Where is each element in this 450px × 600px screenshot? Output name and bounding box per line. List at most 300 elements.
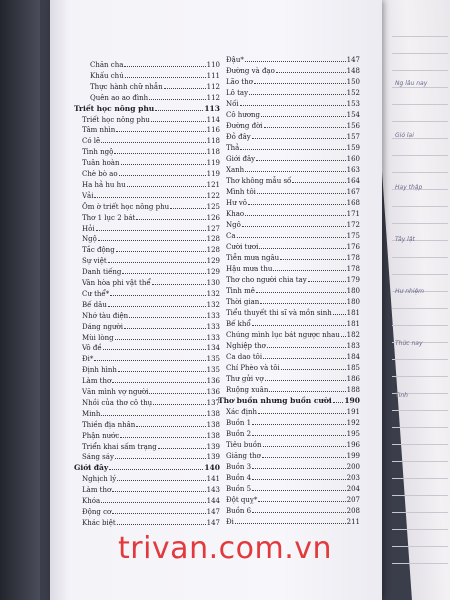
toc-entry-title: Làm thơ [82, 486, 112, 495]
toc-dot-leader [96, 224, 206, 231]
notebook-line [392, 496, 448, 513]
toc-entry-title: Sự việt [82, 257, 107, 266]
toc-entry-title: Tuân hoàn [82, 159, 120, 168]
notebook-line [392, 309, 448, 326]
toc-entry [82, 202, 220, 212]
toc-entry-title: Buồn 3 [226, 463, 252, 471]
toc-dot-leader [257, 187, 346, 194]
toc-entry-page: 188 [346, 386, 360, 394]
toc-entry [226, 220, 360, 230]
toc-entry-page: 181 [346, 320, 360, 328]
toc-entry [226, 319, 360, 329]
toc-entry-title: Chúng mình lục bát ngược nhau [226, 331, 340, 339]
toc-entry [82, 442, 220, 452]
toc-dot-leader [237, 231, 346, 238]
toc-entry-title: Khác biệt [82, 518, 116, 527]
toc-dot-leader [258, 495, 345, 502]
toc-dot-leader [121, 158, 206, 165]
toc-dot-leader [117, 518, 206, 525]
toc-entry-title: Vải [82, 191, 94, 200]
notebook-line [392, 360, 448, 377]
toc-entry-page: 175 [346, 232, 360, 240]
toc-entry [226, 330, 360, 340]
toc-entry [82, 256, 220, 266]
toc-entry [226, 429, 360, 439]
toc-entry-page: 140 [204, 463, 220, 473]
toc-entry [82, 300, 220, 310]
toc-dot-leader [259, 242, 345, 249]
toc-entry [226, 198, 360, 208]
toc-entry [226, 308, 360, 318]
toc-dot-leader [124, 60, 205, 67]
handwritten-note: Thức nay [395, 340, 423, 347]
toc-entry-page: 135 [206, 366, 220, 375]
toc-entry-page: 163 [346, 166, 360, 174]
toc-entry-page: 128 [206, 235, 220, 244]
toc-entry-page: 138 [206, 420, 220, 429]
toc-entry-title: Minh [82, 409, 101, 418]
toc-entry-title: Ha hả hu hu [82, 180, 126, 189]
toc-entry-title: Bế dâu [82, 300, 107, 309]
toc-entry [82, 354, 220, 364]
toc-dot-leader [267, 341, 346, 348]
toc-entry [226, 385, 360, 395]
toc-entry [218, 396, 360, 406]
notebook-line [392, 139, 448, 156]
toc-entry [90, 71, 220, 81]
toc-entry-page: 134 [206, 344, 220, 353]
toc-dot-leader [245, 209, 345, 216]
toc-dot-leader [240, 143, 345, 150]
toc-dot-leader [265, 374, 346, 381]
toc-dot-leader [252, 506, 346, 513]
toc-dot-leader [276, 66, 346, 73]
toc-entry-title: Lô tay [226, 89, 249, 97]
toc-entry [82, 180, 220, 190]
toc-entry-title: Đường đời [226, 122, 263, 130]
toc-entry-title: Văn mình vợ người [82, 388, 149, 396]
toc-entry-title: Thơ cho người chia tay [226, 276, 307, 284]
toc-dot-leader [252, 484, 346, 491]
toc-entry-title: Nhớ tàu điện [82, 311, 129, 320]
toc-entry-page: 185 [346, 364, 360, 372]
notebook-line [392, 190, 448, 207]
toc-dot-leader [164, 82, 206, 89]
toc-entry-title: Tiễn mưa ngâu [226, 254, 280, 262]
toc-entry [82, 224, 220, 234]
toc-entry-title: Làm thơ [82, 377, 112, 386]
toc-entry-page: 154 [346, 111, 360, 119]
toc-entry-title: Lão thơ [226, 78, 253, 86]
toc-dot-leader [262, 451, 346, 458]
toc-entry-page: 148 [346, 67, 360, 75]
toc-entry-page: 183 [346, 342, 360, 350]
notebook-line [392, 105, 448, 122]
toc-dot-leader [116, 245, 206, 252]
toc-entry [226, 154, 360, 164]
notebook-line [392, 207, 448, 224]
toc-entry [82, 507, 220, 517]
toc-entry-title: Nối [226, 100, 239, 108]
toc-entry-page: 121 [206, 180, 220, 189]
notebook-line [392, 513, 448, 530]
toc-entry [82, 431, 220, 441]
toc-entry-title: Cô hương [226, 111, 261, 119]
notebook-line [392, 411, 448, 428]
toc-entry-title: Cư thể* [82, 289, 110, 298]
toc-entry-title: Sáng sáy [82, 453, 114, 462]
toc-entry-title: Quên ao ao đình [90, 93, 149, 102]
toc-dot-leader [149, 93, 206, 100]
toc-entry-title: Triết học nông phu [74, 103, 155, 113]
toc-entry-page: 110 [206, 61, 220, 69]
toc-entry-page: 112 [206, 93, 220, 102]
toc-dot-leader [122, 267, 205, 274]
toc-entry-page: 118 [206, 148, 220, 157]
toc-entry-page: 196 [346, 441, 360, 449]
toc-entry [226, 231, 360, 241]
toc-dot-leader [108, 256, 206, 263]
toc-entry-title: Mùi lòng [82, 333, 114, 342]
toc-entry-title: Xanh [226, 166, 245, 174]
notebook-line [392, 241, 448, 258]
toc-entry-title: Bế khổ [226, 320, 251, 328]
toc-entry [226, 506, 360, 516]
toc-entry-page: 192 [346, 419, 360, 427]
toc-dot-leader [101, 136, 205, 143]
notebook-line [392, 20, 448, 37]
toc-entry-page: 195 [346, 430, 360, 438]
toc-dot-leader [94, 354, 205, 361]
toc-entry-page: 133 [206, 311, 220, 320]
toc-entry-page: 207 [346, 496, 360, 504]
toc-entry-title: Dáng người [82, 322, 123, 331]
toc-entry [82, 136, 220, 146]
toc-entry [226, 55, 360, 65]
toc-dot-leader [242, 220, 346, 227]
toc-dot-leader [114, 147, 205, 154]
toc-entry-page: 156 [346, 122, 360, 130]
toc-dot-leader [248, 198, 346, 205]
toc-entry-page: 141 [206, 475, 220, 484]
toc-entry-page: 136 [206, 377, 220, 386]
toc-dot-leader [264, 121, 346, 128]
toc-entry-title: Giới đây [226, 155, 256, 163]
notebook-line [392, 564, 448, 580]
toc-entry [226, 121, 360, 131]
toc-entry-title: Xác định [226, 408, 258, 416]
toc-entry [226, 352, 360, 362]
toc-entry [82, 398, 220, 408]
toc-dot-leader [280, 253, 345, 260]
toc-entry-title: Buồn 2 [226, 430, 252, 438]
toc-dot-leader [109, 463, 203, 470]
toc-entry-title: Thơ 1 lục 2 bát [82, 213, 136, 222]
toc-entry [82, 420, 220, 430]
toc-entry [226, 286, 360, 296]
toc-dot-leader [333, 396, 344, 403]
toc-entry-title: Khóa [82, 497, 101, 505]
toc-entry-title: Buồn 5 [226, 485, 252, 493]
toc-entry-page: 159 [346, 144, 360, 152]
toc-entry-title: Ruộng xuân [226, 386, 269, 394]
toc-entry-title: Đi [226, 518, 234, 526]
toc-entry [82, 191, 220, 201]
toc-entry-page: 178 [346, 265, 360, 273]
toc-dot-leader [151, 115, 206, 122]
toc-dot-leader [333, 308, 346, 315]
desk-background [0, 0, 40, 600]
toc-entry [226, 242, 360, 252]
toc-entry-title: Khao [226, 210, 245, 218]
toc-entry-page: 114 [206, 115, 220, 124]
toc-entry [74, 104, 220, 114]
toc-entry-title: Ca dao tôi [226, 353, 263, 361]
toc-entry-page: 129 [206, 257, 220, 266]
toc-entry-title: Danh tiếng [82, 268, 122, 277]
toc-entry-title: Thời gian [226, 298, 260, 306]
toc-entry-page: 178 [346, 254, 360, 262]
toc-dot-leader [152, 278, 206, 285]
toc-entry-page: 138 [206, 431, 220, 440]
toc-entry [82, 333, 220, 343]
toc-dot-leader [108, 300, 206, 307]
toc-entry-title: Tình mê [226, 287, 255, 295]
toc-entry [226, 209, 360, 219]
toc-entry [82, 278, 220, 288]
toc-entry-page: 164 [346, 177, 360, 185]
toc-dot-leader [269, 385, 345, 392]
toc-entry [90, 82, 220, 92]
toc-entry [226, 110, 360, 120]
toc-entry-page: 176 [346, 243, 360, 251]
toc-entry [82, 169, 220, 179]
toc-dot-leader [252, 462, 346, 469]
toc-entry-page: 186 [346, 375, 360, 383]
toc-entry-page: 184 [346, 353, 360, 361]
toc-entry-page: 147 [346, 56, 360, 64]
toc-entry [226, 462, 360, 472]
toc-entry-page: 128 [206, 246, 220, 255]
toc-entry-page: 133 [206, 333, 220, 342]
toc-entry-page: 152 [346, 89, 360, 97]
toc-entry-page: 150 [346, 78, 360, 86]
toc-entry-page: 153 [346, 100, 360, 108]
toc-entry-page: 211 [346, 518, 360, 526]
toc-entry [82, 158, 220, 168]
handwritten-note: Hay thập [395, 184, 423, 191]
toc-entry [82, 387, 220, 397]
toc-entry-title: Buồn 6 [226, 507, 252, 515]
toc-entry-title: Buồn 1 [226, 419, 252, 427]
toc-dot-leader [101, 496, 205, 503]
toc-entry-title: Khấu chú [90, 71, 124, 80]
toc-dot-leader [158, 442, 206, 449]
toc-dot-leader [235, 517, 346, 524]
toc-entry-page: 122 [206, 191, 220, 200]
toc-dot-leader [308, 275, 346, 282]
toc-dot-leader [252, 319, 346, 326]
handwritten-note: Tinh [395, 392, 408, 399]
toc-entry-page: 182 [346, 331, 360, 339]
notebook-line [392, 88, 448, 105]
toc-entry-title: Ngộ [82, 235, 97, 244]
toc-entry [82, 485, 220, 495]
toc-entry-page: 113 [204, 103, 220, 113]
toc-entry [226, 253, 360, 263]
toc-entry [82, 125, 220, 135]
toc-entry [82, 452, 220, 462]
toc-entry-title: Nhồi của thơ cô thụ [82, 398, 153, 407]
toc-entry [226, 66, 360, 76]
toc-entry [226, 132, 360, 142]
toc-dot-leader [256, 154, 346, 161]
toc-entry-page: 157 [346, 133, 360, 141]
toc-entry-page: 180 [346, 287, 360, 295]
toc-entry-title: Tình ngộ [82, 148, 114, 157]
toc-entry-title: Vô đề [82, 344, 102, 353]
toc-entry-title: Định hình [82, 366, 117, 375]
toc-entry-page: 130 [206, 279, 220, 287]
toc-entry-title: Triển khai sấm trạng [82, 442, 157, 451]
toc-entry-title: Đường và đạo [226, 67, 275, 75]
handwritten-note: Gió lại [395, 132, 414, 139]
notebook-line [392, 37, 448, 54]
toc-entry-title: Đỏ đây [226, 133, 251, 141]
toc-entry-title: Triết học nông phu [82, 115, 150, 124]
toc-entry-page: 171 [346, 210, 360, 218]
toc-entry-page: 129 [206, 268, 220, 277]
toc-entry-page: 132 [206, 300, 220, 309]
toc-entry [226, 264, 360, 274]
toc-entry [74, 463, 220, 473]
toc-dot-leader [115, 452, 206, 459]
toc-entry-title: Buồn 4 [226, 474, 252, 482]
toc-page [50, 0, 382, 600]
toc-dot-leader [115, 333, 206, 340]
toc-dot-leader [258, 407, 346, 414]
toc-entry [226, 451, 360, 461]
toc-dot-leader [120, 431, 205, 438]
toc-entry-page: 179 [346, 276, 360, 284]
toc-entry [226, 440, 360, 450]
toc-dot-leader [119, 169, 206, 176]
toc-entry-title: Chăn cha [90, 61, 124, 69]
toc-entry-page: 125 [206, 202, 220, 211]
toc-dot-leader [94, 191, 205, 198]
toc-entry-title: Vân hòa phi vật thể [82, 279, 151, 287]
toc-entry [226, 495, 360, 505]
toc-entry [82, 311, 220, 321]
toc-entry [82, 409, 220, 419]
notebook-line [392, 54, 448, 71]
toc-dot-leader [260, 297, 345, 304]
toc-entry-page: 167 [346, 188, 360, 196]
toc-entry-page: 137 [206, 398, 220, 407]
toc-entry-title: Chí Phèo và tôi [226, 364, 280, 372]
toc-dot-leader [112, 507, 205, 514]
toc-entry [226, 517, 360, 527]
toc-entry [226, 99, 360, 109]
toc-entry [82, 289, 220, 299]
toc-entry-title: Ôm ờ triết học nông phu [82, 202, 170, 211]
toc-entry-page: 172 [346, 221, 360, 229]
toc-entry-page: 112 [206, 82, 220, 91]
toc-entry-title: Thơ không mẫu số [226, 177, 292, 185]
toc-entry-page: 143 [206, 486, 220, 495]
toc-entry-title: Thả [226, 144, 240, 152]
toc-entry-title: Nghiệp thơ [226, 342, 266, 350]
toc-entry [226, 187, 360, 197]
toc-entry-page: 160 [346, 155, 360, 163]
toc-dot-leader [118, 365, 206, 372]
toc-entry [226, 484, 360, 494]
toc-entry [226, 407, 360, 417]
notebook-line [392, 258, 448, 275]
toc-entry-title: Hỏi [82, 224, 95, 233]
toc-entry-title: Thiền địa nhân [82, 420, 136, 429]
toc-entry-page: 119 [206, 159, 220, 168]
toc-entry-page: 147 [206, 507, 220, 516]
toc-entry-page: 203 [346, 474, 360, 482]
toc-entry-page: 126 [206, 213, 220, 222]
toc-entry-title: Giới đây [74, 463, 109, 473]
toc-entry-title: Nghịch lý [82, 475, 117, 484]
toc-dot-leader [252, 473, 346, 480]
toc-dot-leader [252, 132, 346, 139]
toc-entry-title: Chè bò ao [82, 170, 118, 178]
toc-entry-page: 139 [206, 442, 220, 451]
toc-dot-leader [98, 234, 206, 241]
toc-entry [82, 376, 220, 386]
toc-entry-page: 136 [206, 388, 220, 396]
toc-dot-leader [127, 180, 206, 187]
toc-entry-title: Tắc động [82, 246, 115, 255]
toc-dot-leader [254, 77, 346, 84]
toc-entry [226, 374, 360, 384]
toc-entry [226, 143, 360, 153]
toc-entry-page: 133 [206, 322, 220, 331]
toc-entry [82, 234, 220, 244]
notebook-line [392, 428, 448, 445]
handwritten-lines [392, 20, 448, 580]
toc-entry-title: Hậu mưa thu [226, 265, 273, 273]
toc-entry-page: 190 [344, 396, 360, 405]
toc-entry [226, 418, 360, 428]
toc-dot-leader [116, 125, 205, 132]
toc-entry-page: 116 [206, 126, 220, 135]
toc-dot-leader [117, 474, 205, 481]
toc-dot-leader [124, 322, 206, 329]
toc-entry-page: 144 [206, 497, 220, 505]
toc-entry [226, 473, 360, 483]
watermark-text: trivan.com.vn [118, 531, 332, 566]
toc-dot-leader [149, 387, 205, 394]
toc-entry-page: 132 [206, 289, 220, 298]
toc-dot-leader [101, 409, 205, 416]
toc-entry [226, 176, 360, 186]
toc-entry-title: Ca [226, 232, 236, 240]
toc-entry [82, 322, 220, 332]
toc-dot-leader [341, 330, 346, 337]
toc-entry [82, 245, 220, 255]
handwritten-note: Tây lật [395, 236, 415, 243]
toc-entry [82, 365, 220, 375]
toc-entry [226, 297, 360, 307]
toc-dot-leader [110, 289, 205, 296]
toc-dot-leader [249, 88, 346, 95]
toc-entry-page: 180 [346, 298, 360, 306]
